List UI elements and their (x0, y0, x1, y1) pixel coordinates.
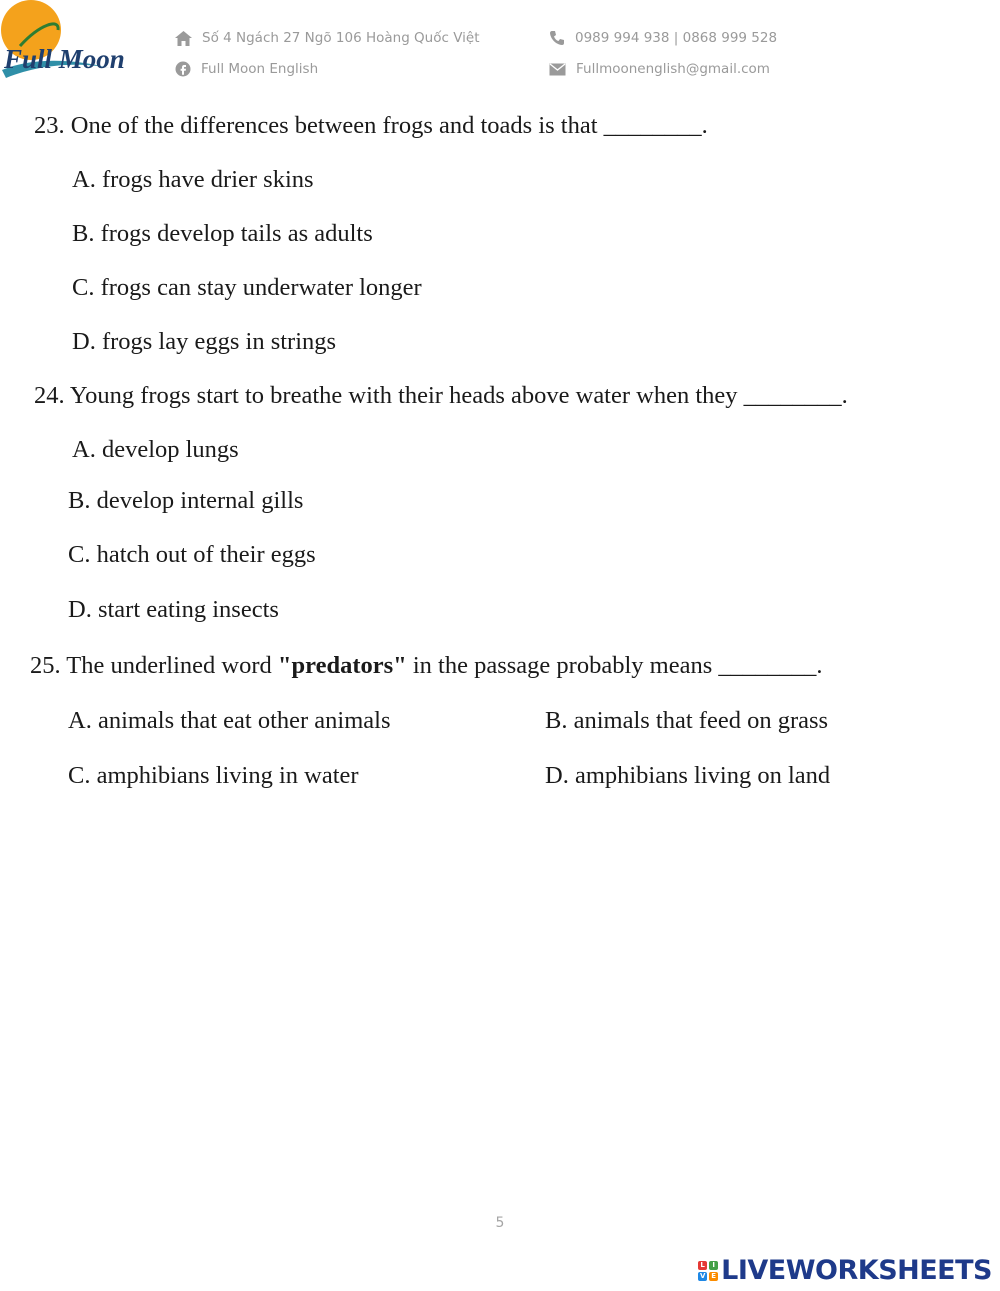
email-line (549, 61, 770, 77)
phone-line (549, 30, 777, 46)
question-24-stem: 24. Young frogs start to breathe with their heads above water when they ________. (34, 382, 848, 409)
question-25-option-a[interactable]: A. animals that eat other animals (68, 707, 391, 734)
liveworksheets-badge-icon (698, 1261, 718, 1281)
home-icon (175, 31, 192, 46)
liveworksheets-brand: LIVEWORKSHEETS (721, 1255, 992, 1286)
facebook-text: Full Moon English (201, 61, 319, 77)
question-23-option-d[interactable]: D. frogs lay eggs in strings (72, 328, 337, 355)
envelope-icon (549, 63, 566, 76)
question-24-option-b[interactable]: B. develop internal gills (68, 487, 304, 514)
question-23-stem: 23. One of the differences between frogs and toads is that ________. (34, 112, 708, 139)
question-25-stem-end: in the passage probably means ________. (406, 652, 823, 679)
question-25-stem (30, 654, 822, 679)
question-24-option-a[interactable]: A. develop lungs (72, 436, 239, 463)
question-23-option-a[interactable]: A. frogs have drier skins (72, 166, 314, 193)
badge-letter: E (709, 1272, 718, 1281)
question-23-option-b[interactable]: B. frogs develop tails as adults (72, 220, 373, 247)
question-25-option-c[interactable]: C. amphibians living in water (68, 762, 359, 789)
question-25-stem-start: 25. The underlined word (30, 652, 278, 679)
sun-wave-logo-icon (0, 0, 140, 92)
badge-letter: I (709, 1261, 718, 1270)
phone-text: 0989 994 938 | 0868 999 528 (575, 30, 778, 46)
facebook-icon (175, 61, 191, 77)
badge-letter: V (699, 1271, 706, 1280)
liveworksheets-watermark (698, 1255, 992, 1286)
page-number: 5 (495, 1215, 505, 1231)
email-text: Fullmoonenglish@gmail.com (576, 61, 770, 77)
question-25-option-b[interactable]: B. animals that feed on grass (545, 707, 829, 734)
question-24-option-d[interactable]: D. start eating insects (68, 596, 279, 623)
facebook-line (175, 61, 318, 77)
question-23-option-c[interactable]: C. frogs can stay underwater longer (72, 274, 422, 301)
logo-wordmark: Full Moon (4, 44, 125, 74)
question-25-keyword: "predators" (277, 652, 407, 679)
badge-letter: L (698, 1261, 707, 1270)
question-24-option-c[interactable]: C. hatch out of their eggs (68, 541, 316, 568)
address-text: Số 4 Ngách 27 Ngõ 106 Hoàng Quốc Việt (202, 30, 480, 46)
address-line (175, 30, 480, 46)
question-25-option-d[interactable]: D. amphibians living on land (545, 762, 831, 789)
full-moon-logo (0, 0, 140, 92)
phone-icon (549, 30, 565, 46)
